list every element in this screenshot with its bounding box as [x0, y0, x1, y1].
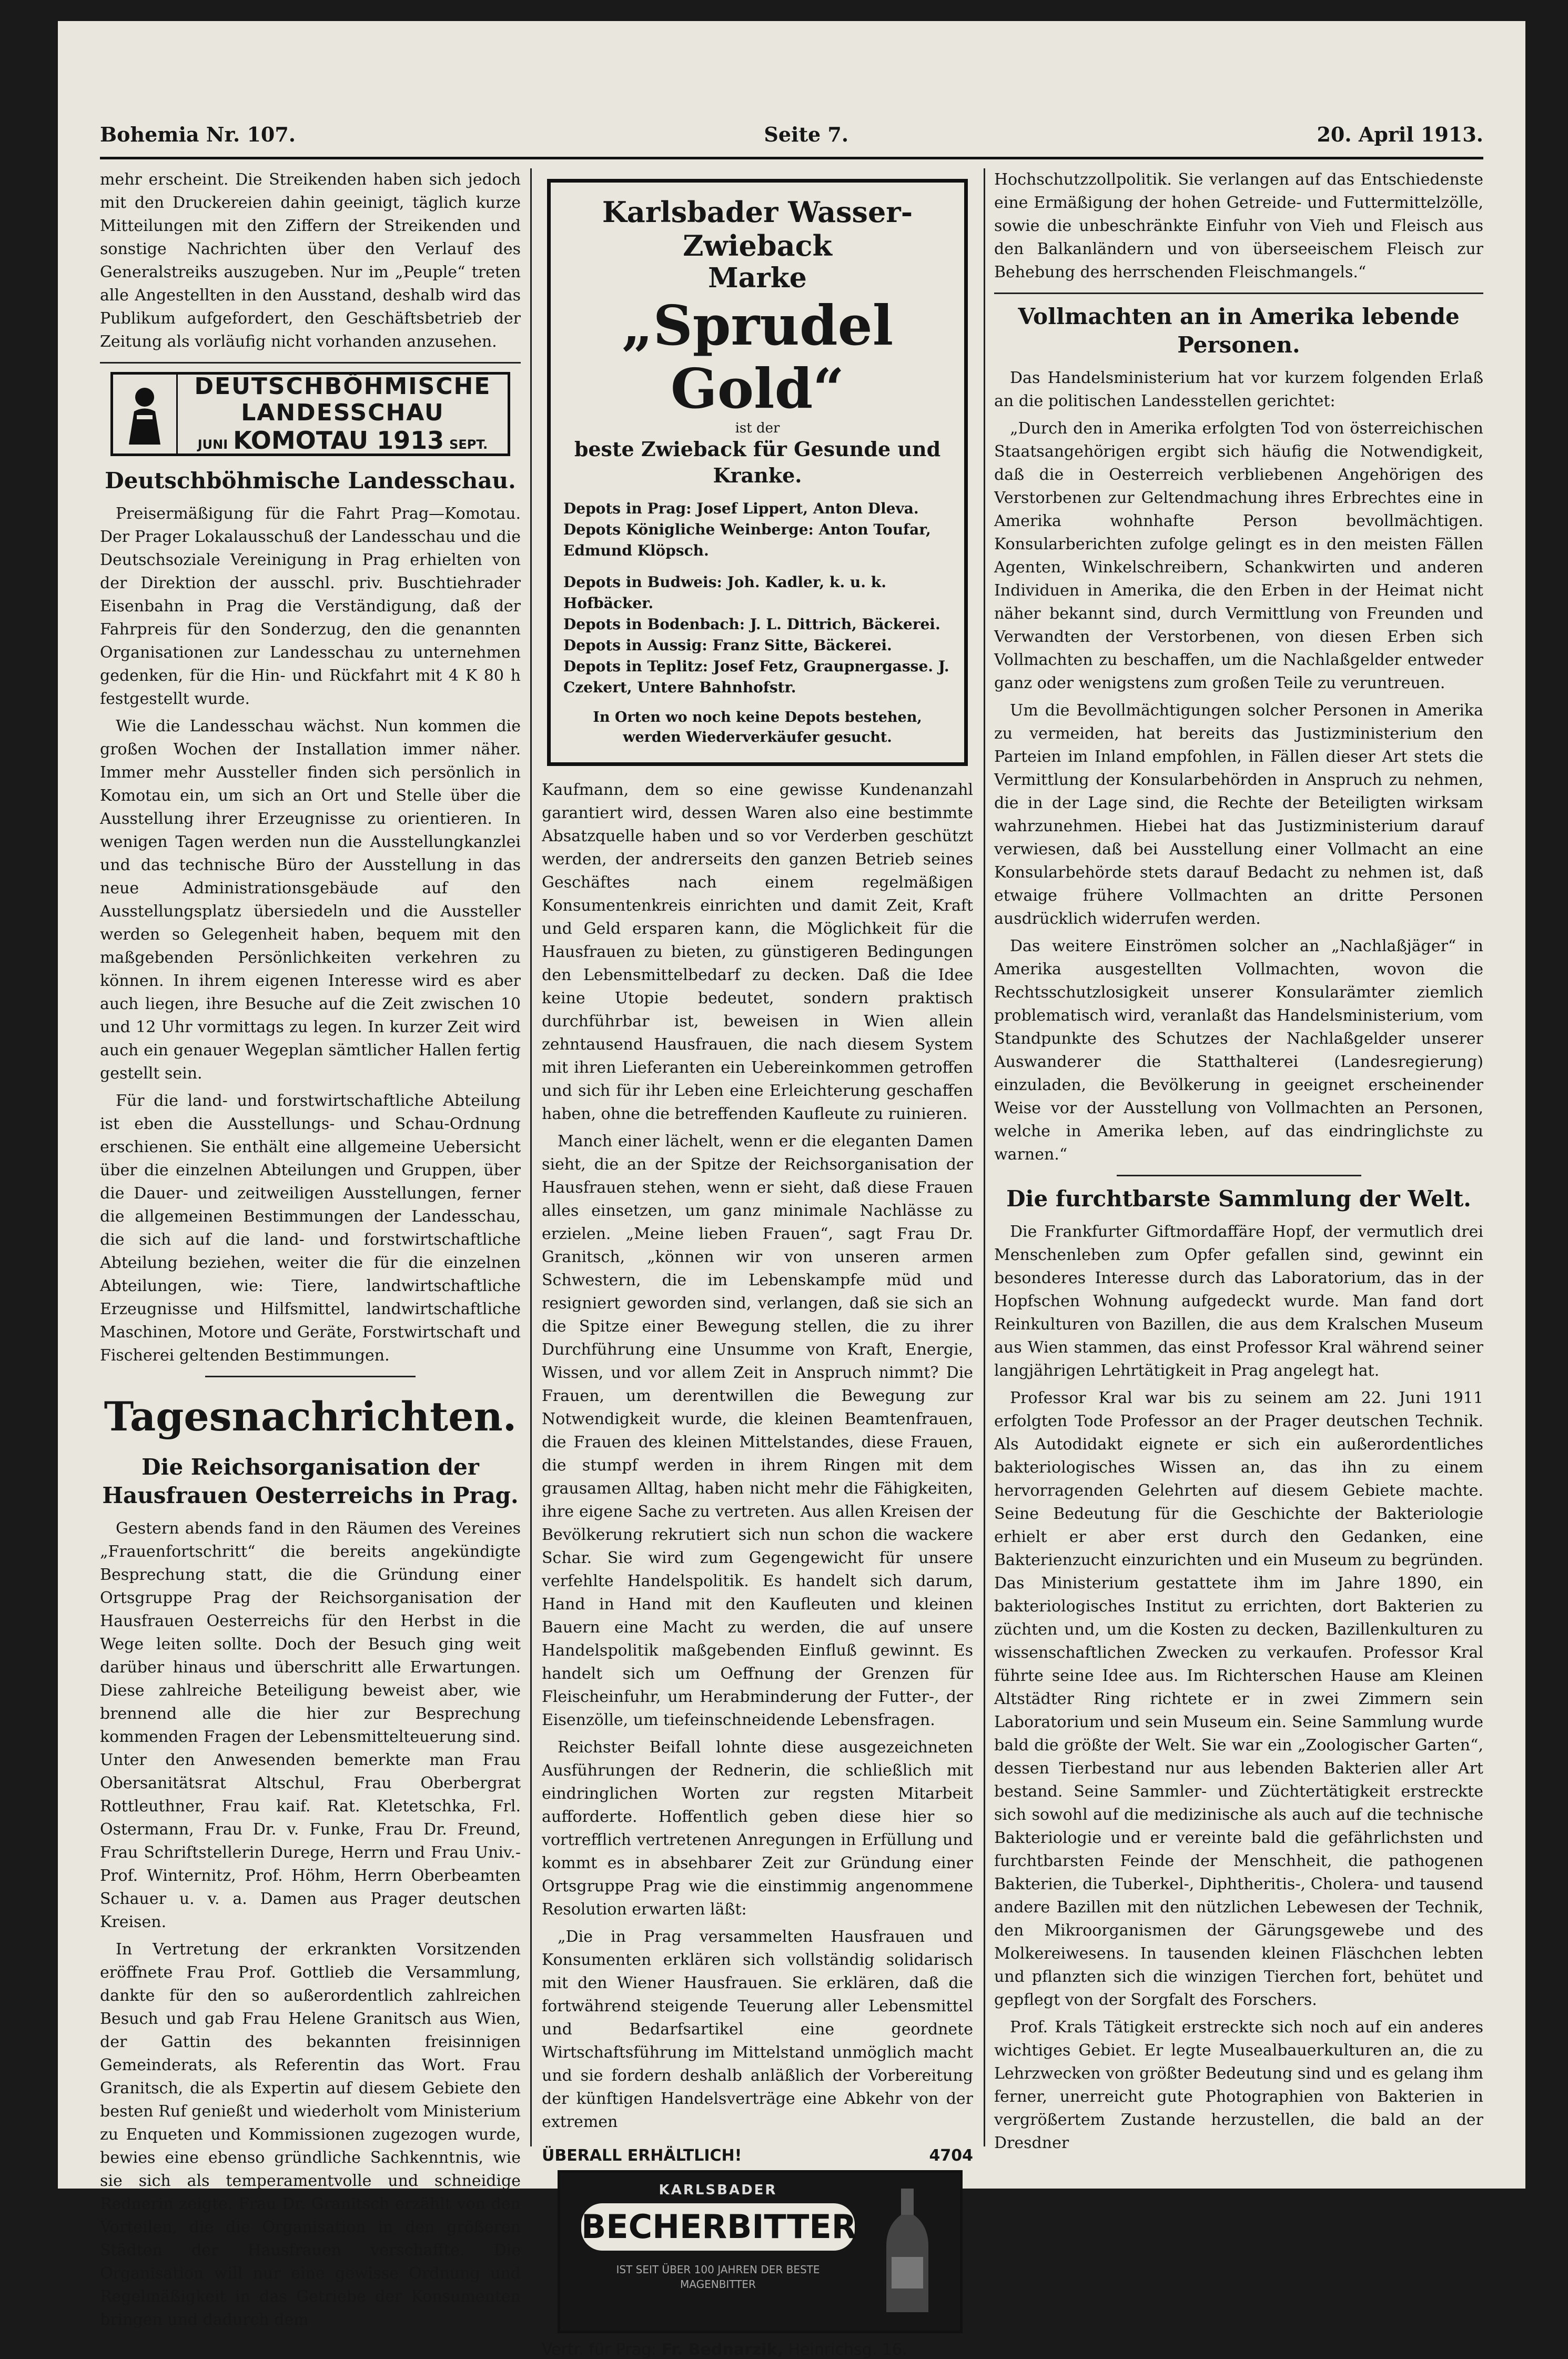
ad-box [558, 2170, 963, 2333]
banner-month-end: SEPT. [449, 437, 488, 452]
article-text: Kaufmann, dem so eine gewisse Kundenanzahl garantiert wird, dessen Waren also eine bestimmte Absatzquelle haben und so vor Verderben geschützt werden, der andrerseits den ganzen Betrieb seines Geschäftes nach einem regelmäßigen Konsumentenkreis einrichten und damit Zeit, Kraft und Geld ersparen kann, die Möglichkeit für die Hausfrauen zu bieten, zu günstigeren Bedingungen den Lebensmittelbedarf zu decken. Daß die Idee keine Utopie bedeutet, sondern praktisch durchführbar ist, beweisen in Wien allein zehntausend Hausfrauen, die nach diesem System mit ihren Lieferanten ein Uebereinkommen getroffen und sich für ihr Leben eine Erleichterung geschaffen haben, ohne die betreffenden Kaufleute zu ruinieren. [542, 781, 973, 1123]
article-text: Manch einer lächelt, wenn er die eleganten Damen sieht, die an der Spitze der Reichsorganisation der Hausfrauen stehen, wenn er sieht, daß diese Frauen alles einsetzen, um ganz minimale Nachlässe zu erzielen. „Meine lieben Frauen“, sagt Frau Dr. Granitsch, „können wir von unseren armen Schwestern, die im Lebenskampfe müd und resigniert geworden sind, verlangen, daß sie sich an die Spitze einer Bewegung stellen, die zu ihrer Durchführung eine Unsumme von Kraft, Energie, Wissen, und vor allem Zeit in Anspruch nimmt? Die Frauen, um derentwillen die Bewegung zur Notwendigkeit wurde, die kleinen Beamtenfrauen, die Frauen des kleinen Mittelstandes, diese Frauen, die stumpf werden in ihrem Ringen mit dem grausamen Alltag, haben nicht mehr die Fähigkeiten, ihre eigene Sache zu vertreten. Aus allen Kreisen der Bevölkerung rekrutiert sich nun schon die wackere Schar. Sie wird zum Gegengewicht für unsere verfehlte Handelspolitik. Es handelt sich darum, Hand in Hand mit den Kaufleuten und kleinen Bauern eine Macht zu werden, die auf unsere Handelspolitik maßgebenden Einfluß gewinnt. Es handelt sich um Oeffnung der Grenzen für Fleischeinfuhr, um Herabminderung der Futter-, der Eisenzölle, um tiefeinschneidende Lebensfragen. [542, 1132, 973, 1729]
column-divider [530, 168, 532, 2146]
ad-tagline: IST SEIT ÜBER 100 JAHREN DER BESTE MAGENBITTER [616, 2263, 820, 2291]
bottle-icon [876, 2189, 939, 2315]
newspaper-page [58, 21, 1525, 2359]
section-rule [205, 1376, 416, 1377]
ad-depot: Depots in Bodenbach: J. L. Dittrich, Bäckerei. [563, 616, 940, 633]
landesschau-banner [110, 372, 510, 456]
page-header [100, 113, 1483, 155]
banner-text [178, 375, 508, 453]
column-1 [100, 168, 521, 2329]
article-text: Preisermäßigung für die Fahrt Prag—Komotau. Der Prager Lokalausschuß der Landesschau und die Deutschsoziale Vereinigung in Prag erhielten von der Direktion der ausschl. priv. Buschtiehrader Eisenbahn in Prag die Verständigung, daß der Fahrpreis für den Sonderzug, den die genannten Organisationen zur Landesschau zu unternehmen gedenken, für die Hin- und Rückfahrt mit 4 K 80 h festgestellt wurde. [100, 505, 521, 708]
zwieback-advertisement [547, 179, 968, 766]
article-text: In Vertretung der erkrankten Vorsitzenden eröffnete Frau Prof. Gottlieb die Versammlung, dankte für den so außerordentlich zahlreichen Besuch und gab Frau Helene Granitsch aus Wien, der Gattin des bekannten freisinnigen Gemeinderats, als Referentin das Wort. Frau Granitsch, die als Expertin auf diesem Gebiete den besten Ruf genießt und wiederholt vom Ministerium zu Enqueten und Kommissionen zugezogen wurde, bewies eine ebenso gründliche Sachkenntnis, wie sie sich als temperamentvolle und schneidige Rednerin zeigte. Frau Dr. Granitsch erzählt von den Vorteilen, die die Organisation in den größeren Städten der Hausfrauen verschaffte. Die Organisation will nur eine gewisse Ordnung und Regelmäßigkeit in das Getriebe der Konsumenten bringen und dadurch dem [100, 1940, 521, 2329]
ad-availability: ÜBERALL ERHÄLTLICH! [542, 2146, 742, 2165]
issue-label: Bohemia Nr. 107. [100, 122, 296, 146]
ad-distributor-label: Vertr. für Prag: [542, 2341, 657, 2359]
article-text: Hochschutzzollpolitik. Sie verlangen auf das Entschiedenste eine Ermäßigung der hohen Getreide- und Futtermittelzölle, sowie die unbeschränkte Einfuhr von Vieh und Fleisch aus den Balkanländern und von überseeischem Fleisch zur Behebung des herrschenden Fleischmangels.“ [994, 170, 1483, 281]
column-2 [542, 168, 973, 2359]
headline-tagesnachrichten: Tagesnachrichten. [104, 1393, 517, 1440]
banner-place-year: KOMOTAU 1913 [233, 426, 444, 455]
article-text: Gestern abends fand in den Räumen des Vereines „Frauenfortschritt“ die bereits angekündigte Besprechung statt, die die Gründung einer Ortsgruppe Prag der Reichsorganisation der Hausfrauen Oesterreichs für den Herbst in die Wege leiten sollte. Doch der Besuch ging weit darüber hinaus und überschritt alle Erwartungen. Diese zahlreiche Beteiligung beweist aber, wie brennend alle die hier zur Besprechung kommenden Fragen der Lebensmittelteuerung sind. Unter den Anwesenden bemerkte man Frau Obersanitätsrat Altschul, Frau Oberbergrat Rottleuthner, Frau kaif. Rat. Kletetschka, Frl. Ostermann, Frau Dr. v. Funke, Frau Dr. Freund, Frau Schriftstellerin Durege, Herrn und Frau Univ.-Prof. Winternitz, Prof. Höhm, Herrn Oberbeamten Schauer u. v. a. Damen aus Prager deutschen Kreisen. [100, 1519, 521, 1931]
column-divider [984, 168, 985, 2146]
ad-distributor-address: Heinrichsg. 16. [788, 2341, 907, 2359]
ad-connector: ist der [735, 420, 780, 436]
article-text: Das weitere Einströmen solcher an „Nachlaßjäger“ in Amerika ausgestellten Vollmachten, wovon die Rechtsschutzlosigkeit unserer Konsularämter ziemlich problematisch wird, veranlaßt das Handelsministerium, vom Standpunkte des Schutzes der Nachlaßgelder unserer Auswanderer die Statthalterei (Landesregierung) einzuladen, die Bevölkerung in geeignet erscheinender Weise vor der Ausstellung von Vollmachten an Personen, welche in Amerika leben, auf das eindringlichste zu warnen.“ [994, 937, 1483, 1164]
ad-depot: Depots in Prag: Josef Lippert, Anton Dleva. [563, 500, 919, 517]
ad-subtitle: Marke [708, 262, 807, 294]
ad-claim: beste Zwieback für Gesunde und Kranke. [574, 437, 941, 487]
article-text: Für die land- und forstwirtschaftliche Abteilung ist eben die Ausstellungs- und Schau-Ordnung erschienen. Sie enthält eine allgemeine Uebersicht über die einzelnen Abteilungen und Gruppen, über die Dauer- und zeitweiligen Ausstellungen, ferner die allgemeinen Bestimmungen der Landesschau, die sich auf die land- und forstwirtschaftliche Abteilung beziehen, weiter die für die einzelnen Abteilungen, wie: Tiere, landwirtschaftliche Erzeugnisse und Hilfsmittel, landwirtschaftliche Maschinen, Motore und Geräte, Forstwirtschaft und Fischerei geltenden Bestimmungen. [100, 1092, 521, 1365]
banner-month-start: JUNI [197, 437, 228, 452]
section-rule [100, 362, 521, 364]
header-rule [100, 157, 1483, 159]
article-text: mehr erscheint. Die Streikenden haben sich jedoch mit den Druckereien dahin geeinigt, täglich kurze Mitteilungen mit den Ziffern der Streikenden und sonstige Nachrichten über den Verlauf des Generalstreiks auszugeben. Nur im „Peuple“ treten alle Angestellten in den Ausstand, deshalb wird das Publikum aufgefordert, den Geschäftsbetrieb der Zeitung als vorläufig nicht vorhanden anzusehen. [100, 170, 521, 351]
issue-date: 20. April 1913. [1317, 122, 1483, 146]
ad-distributor [542, 2341, 973, 2359]
article-text: Reichster Beifall lohnte diese ausgezeichneten Ausführungen der Rednerin, die schließlich mit eindringlichen Worten zur regsten Mitarbeit aufforderte. Hoffentlich geben diese hier so vortrefflich vertretenen Anregungen in Erfüllung und kommt es in absehbarer Zeit zur Gründung einer Ortsgruppe Prag wie die einstimmig angenommene Resolution erwarten läßt: [542, 1738, 973, 1919]
ad-brand: BECHERBITTER [581, 2203, 855, 2251]
ad-brand: „Sprudel Gold“ [621, 293, 894, 421]
banner-line-3 [198, 426, 488, 455]
article-text: Wie die Landesschau wächst. Nun kommen die großen Wochen der Installation immer näher. Immer mehr Aussteller finden sich persönlich in Komotau ein, um sich an Ort und Stelle über die Ausstellung ihrer Erzeugnisse zu orientieren. In wenigen Tagen werden nun die Ausstellungkanzlei und das technische Büro der Ausstellung in das neue Administrationsgebäude auf den Ausstellungsplatz übersiedeln und die Aussteller werden so Gelegenheit haben, bequem mit den maßgebenden Persönlichkeiten verkehren zu können. In ihrem eigenen Interesse wird es aber auch liegen, ihre Besuche auf die Zeit zwischen 10 und 12 Uhr vormittags zu legen. In kurzer Zeit wird auch ein genauer Wegeplan sämtlicher Hallen fertig gestellt sein. [100, 717, 521, 1083]
ad-gap [563, 561, 952, 572]
section-rule [1117, 1175, 1361, 1176]
ad-brand-small: KARLSBADER [659, 2182, 777, 2198]
ad-depot: Depots in Budweis: Joh. Kadler, k. u. k. Hofbäcker. [563, 573, 886, 612]
ad-note: In Orten wo noch keine Depots bestehen, werden Wiederverkäufer gesucht. [593, 709, 922, 745]
ad-depot: Depots in Aussig: Franz Sitte, Bäckerei. [563, 637, 892, 654]
column-3 [994, 168, 1483, 2152]
article-text: Die Frankfurter Giftmordaffäre Hopf, der vermutlich drei Menschenleben zum Opfer gefallen sind, gewinnt ein besonderes Interesse durch das Laboratorium, das in der Hopfschen Wohnung aufgedeckt wurde. Man fand dort Reinkulturen von Bazillen, die aus dem Kralschen Museum aus Wien stammen, das einst Professor Kral während seiner langjährigen Lehrtätigkeit in Prag angelegt hat. [994, 1223, 1483, 1380]
headline-landesschau: Deutschböhmische Landesschau. [105, 468, 516, 493]
figure-icon [113, 375, 178, 453]
headline-vollmachten: Vollmachten an in Amerika lebende Personen. [1018, 304, 1460, 358]
article-text: „Die in Prag versammelten Hausfrauen und Konsumenten erklären sich vollständig solidarisch mit den Wiener Hausfrauen. Sie erklären, daß die fortwährend steigende Teuerung aller Lebensmittel und Bedarfsartikel eine geordnete Wirtschaftsführung im Mittelstand unmöglich macht und sie fordern deshalb anläßlich der Vorbereitung der künftigen Handelsverträge eine Abkehr von der extremen [542, 1928, 973, 2131]
section-rule [994, 293, 1483, 294]
article-text: Das Handelsministerium hat vor kurzem folgenden Erlaß an die politischen Landesstellen gerichtet: [994, 369, 1483, 410]
ad-depot: Depots in Teplitz: Josef Fetz, Graupnergasse. J. Czekert, Untere Bahnhofstr. [563, 658, 949, 696]
headline-sammlung: Die furchtbarste Sammlung der Welt. [1006, 1186, 1471, 1212]
banner-line-1: DEUTSCHBÖHMISCHE [194, 373, 491, 400]
ad-depot: Depots Königliche Weinberge: Anton Toufar, Edmund Klöpsch. [563, 521, 931, 559]
ad-title: Karlsbader Wasser-Zwieback [602, 195, 913, 263]
ad-distributor-name: Fr. Bednarzik, [661, 2341, 783, 2359]
headline-reichsorganisation: Die Reichsorganisation der Hausfrauen Oesterreichs in Prag. [102, 1454, 519, 1508]
article-text: „Durch den in Amerika erfolgten Tod von österreichischen Staatsangehörigen ergibt sich häufig die Notwendigkeit, daß die in Oesterreich verbliebenen Angehörigen des Verstorbenen zur Geltendmachung ihres Erbrechtes eine in Amerika wohnhafte Person bevollmächtigen. Konsularberichten zufolge gelingt es in den meisten Fällen Agenten, Winkelschreibern, Schankwirten und anderen Individuen in Amerika, die den Erben in der Heimat nicht näher bekannt sind, durch Vermittlung von Freunden und Verwandten der Verstorbenen, von diesen Erben sich Vollmachten zu beschaffen, um die Nachlaßgelder entweder ganz oder wenigstens zum großen Teile zu veruntreuen. [994, 419, 1483, 692]
becherbitter-advertisement [542, 2146, 973, 2359]
page-number: Seite 7. [764, 122, 849, 146]
article-text: Prof. Krals Tätigkeit erstreckte sich noch auf ein anderes wichtiges Gebiet. Er legte Musealbauerkulturen an, die zu Lehrzwecken von größter Bedeutung sind und es gelang ihm ferner, unerreicht gute Photographien von Bakterien in vergrößertem Zustande herzustellen, die bald an der Dresdner [994, 2018, 1483, 2152]
article-text: Um die Bevollmächtigungen solcher Personen in Amerika zu vermeiden, hat bereits das Justizministerium den Parteien im Inland empfohlen, in Fällen dieser Art stets die Vermittlung der Konsularbehörden in Anspruch zu nehmen, die in der Lage sind, die Rechte der Beteiligten wirksam wahrzunehmen. Hiebei hat das Justizministerium darauf verwiesen, daß bei Ausstellung einer Vollmacht an eine Konsularbehörde stets darauf Bedacht zu nehmen ist, daß etwaige frühere Vollmachten an dritte Personen ausdrücklich widerrufen werden. [994, 701, 1483, 928]
article-text: Professor Kral war bis zu seinem am 22. Juni 1911 erfolgten Tode Professor an der Prager deutschen Technik. Als Autodidakt eignete er sich ein außerordentliches bakteriologisches Wissen an, das ihn zu einem hervorragenden Gelehrten auf diesem Gebiete machte. Seine Bedeutung für die Geschichte der Bakteriologie erhielt er aber erst durch den Gedanken, eine Bakterienzucht einzurichten und ein Museum zu begründen. Das Ministerium gestattete ihm im Jahre 1890, ein bakteriologisches Institut zu errichten, dort Bakterien zu züchten und, um die Kosten zu decken, Bazillenkulturen zu wissenschaftlichen Zwecken zu verkaufen. Professor Kral führte seine Idee aus. Im Richterschen Hause am Kleinen Altstädter Ring richtete er in zwei Zimmern sein Laboratorium und sein Museum ein. Seine Sammlung wurde bald die größte der Welt. Sie war ein „Zoologischer Garten“, dessen Tierbestand nur aus lebenden Bakterien aller Art bestand. Seine Sammler- und Züchtertätigkeit erstreckte sich sowohl auf die medizinische als auch auf die technische Bakteriologie und er vereinte bald die gefährlichsten und furchtbarsten Feinde der Menschheit, die pathogenen Bakterien, die Tuberkel-, Diphtheritis-, Cholera- und tausend andere Bazillen mit den nützlichen Lebewesen der Technik, den Mikroorganismen der Gärungsgewebe und des Molkereiwesens. In tausenden kleinen Fläschchen lebten und pflanzten sich die winzigen Tierchen fort, behütet und gepflegt von der Sorgfalt des Forschers. [994, 1389, 1483, 2009]
ad-top-line [542, 2146, 973, 2165]
ad-code: 4704 [929, 2146, 973, 2165]
banner-line-2: LANDESSCHAU [241, 399, 444, 426]
